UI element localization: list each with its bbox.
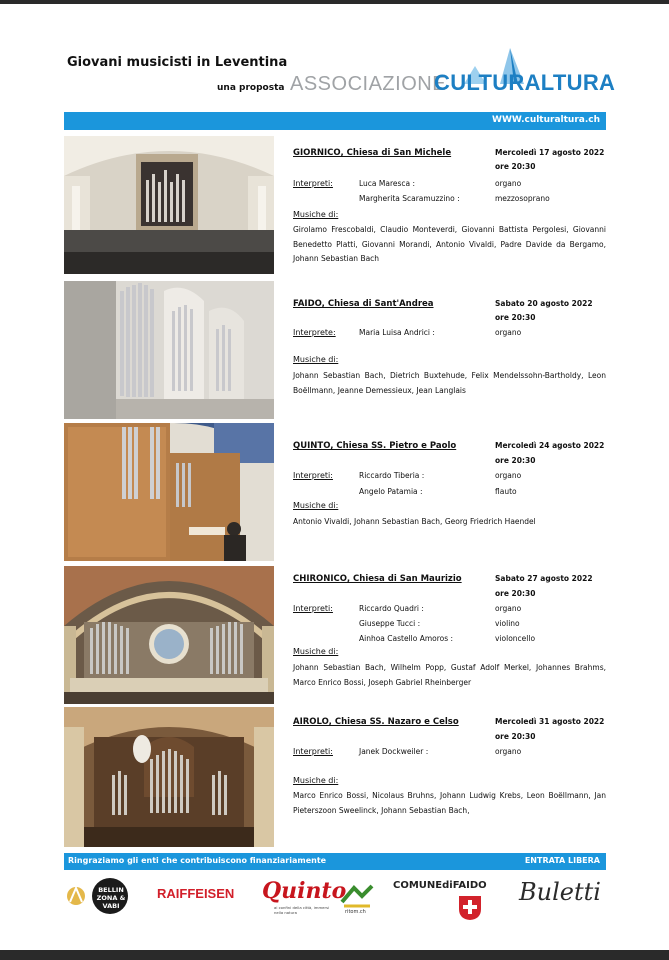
performer-name: Luca Maresca : — [359, 179, 416, 188]
performer-name: Riccardo Quadri : — [359, 604, 424, 613]
performer-name: Angelo Patamia : — [359, 487, 423, 496]
website-bar — [64, 112, 606, 130]
performer-name: Margherita Scaramuzzino : — [359, 194, 460, 203]
concert-date: Mercoledì 24 agosto 2022 — [495, 441, 605, 450]
music-composers: Marco Enrico Bossi, Nicolaus Bruhns, Johann Ludwig Krebs, Leon Boëllmann, Jan Pieterszoon Sweelinck, Johann Sebastian Bach, — [293, 791, 606, 815]
concert-date: Mercoledì 31 agosto 2022 — [495, 717, 605, 726]
organ-photo-airolo — [64, 707, 274, 847]
performer-name: Janek Dockweiler : — [359, 747, 429, 756]
concert-time: ore 20:30 — [495, 456, 536, 465]
performer-instrument: organo — [495, 604, 522, 613]
music-composers: Antonio Vivaldi, Johann Sebastian Bach, Georg Friedrich Haendel — [293, 517, 536, 526]
raiffeisen-logo: RAIFFEISEN — [157, 886, 235, 901]
music-composers: Girolamo Frescobaldi, Claudio Monteverdi, Giovanni Battista Pergolesi, Giovanni Benedetto Platti, Giovanni Morandi, Antonio Vivaldi, Padre Davide da Bergamo, Johann Sebastian Bach — [293, 225, 606, 263]
music-label: Musiche di: — [293, 647, 339, 656]
music-label: Musiche di: — [293, 501, 339, 510]
faido-coat-of-arms-icon — [458, 895, 482, 921]
music-composers: Johann Sebastian Bach, Wilhelm Popp, Gustaf Adolf Merkel, Johannes Brahms, Marco Enrico Bossi, Joseph Gabriel Rheinberger — [293, 663, 606, 687]
concert-time: ore 20:30 — [495, 313, 536, 322]
performer-instrument: violino — [495, 619, 520, 628]
concert-time: ore 20:30 — [495, 589, 536, 598]
music-label: Musiche di: — [293, 776, 339, 785]
ritom-text: ritom.ch — [345, 909, 366, 915]
performer-instrument: flauto — [495, 487, 517, 496]
poster-page — [0, 4, 669, 950]
comune-text: COMUNEdiFAIDO — [393, 880, 487, 891]
performer-instrument: organo — [495, 471, 522, 480]
associazione-culturaltura-logo — [290, 48, 616, 106]
logo-text-culturaltura: CULTURALTURA — [434, 70, 616, 95]
performer-instrument: mezzosoprano — [495, 194, 550, 203]
proposal-label: una proposta — [217, 83, 285, 93]
quinto-text: Quinto — [262, 878, 347, 904]
concert-venue: CHIRONICO, Chiesa di San Maurizio — [293, 574, 462, 584]
performers-label: Interpreti: — [293, 179, 333, 188]
comune-faido-logo — [393, 880, 489, 920]
performer-instrument: organo — [495, 328, 522, 337]
concert-date: Mercoledì 17 agosto 2022 — [495, 148, 605, 157]
performer-name: Giuseppe Tucci : — [359, 619, 421, 628]
footer-bar — [64, 853, 606, 870]
ritom-logo — [340, 882, 374, 918]
performer-name: Riccardo Tiberia : — [359, 471, 425, 480]
concert-time: ore 20:30 — [495, 732, 536, 741]
concert-venue: GIORNICO, Chiesa di San Michele — [293, 148, 452, 158]
ritom-icon — [340, 882, 374, 908]
bellinzona-logo — [64, 876, 136, 916]
music-label: Musiche di: — [293, 210, 339, 219]
performer-name: Ainhoa Castello Amoros : — [359, 634, 454, 643]
bellinzona-text: BELLIN ZONA & VABI — [96, 886, 126, 910]
organ-photo-quinto — [64, 423, 274, 561]
organ-photo-chironico — [64, 566, 274, 704]
performer-instrument: organo — [495, 179, 522, 188]
footer-thanks: Ringraziamo gli enti che contribuiscono finanziariamente — [68, 856, 327, 865]
logo-text-associazione: ASSOCIAZIONE — [290, 73, 447, 95]
website-link[interactable]: WWW.culturaltura.ch — [492, 115, 600, 125]
poster-title: Giovani musicisti in Leventina — [67, 55, 288, 70]
performers-label: Interprete: — [293, 328, 336, 337]
concert-date: Sabato 27 agosto 2022 — [495, 574, 593, 583]
music-label: Musiche di: — [293, 355, 339, 364]
concert-venue: FAIDO, Chiesa di Sant'Andrea — [293, 299, 434, 309]
quinto-tagline: ai confini della città, immersi nella natura — [274, 905, 330, 915]
concert-time: ore 20:30 — [495, 162, 536, 171]
footer-entry: ENTRATA LIBERA — [524, 856, 600, 865]
performers-label: Interpreti: — [293, 747, 333, 756]
organ-photo-giornico — [64, 136, 274, 274]
performers-label: Interpreti: — [293, 471, 333, 480]
organ-photo-faido — [64, 281, 274, 419]
performer-instrument: organo — [495, 747, 522, 756]
performers-label: Interpreti: — [293, 604, 333, 613]
performer-instrument: violoncello — [495, 634, 536, 643]
concert-venue: QUINTO, Chiesa SS. Pietro e Paolo — [293, 441, 457, 451]
performer-name: Maria Luisa Andrici : — [359, 328, 435, 337]
concert-venue: AIROLO, Chiesa SS. Nazaro e Celso — [293, 717, 459, 727]
concert-date: Sabato 20 agosto 2022 — [495, 299, 593, 308]
buletti-logo: Buletti — [519, 878, 601, 906]
quinto-logo — [262, 878, 347, 918]
music-composers: Johann Sebastian Bach, Dietrich Buxtehude, Felix Mendelssohn-Bartholdy, Leon Boëllmann, Jeanne Demessieux, Jean Langlais — [293, 371, 606, 395]
